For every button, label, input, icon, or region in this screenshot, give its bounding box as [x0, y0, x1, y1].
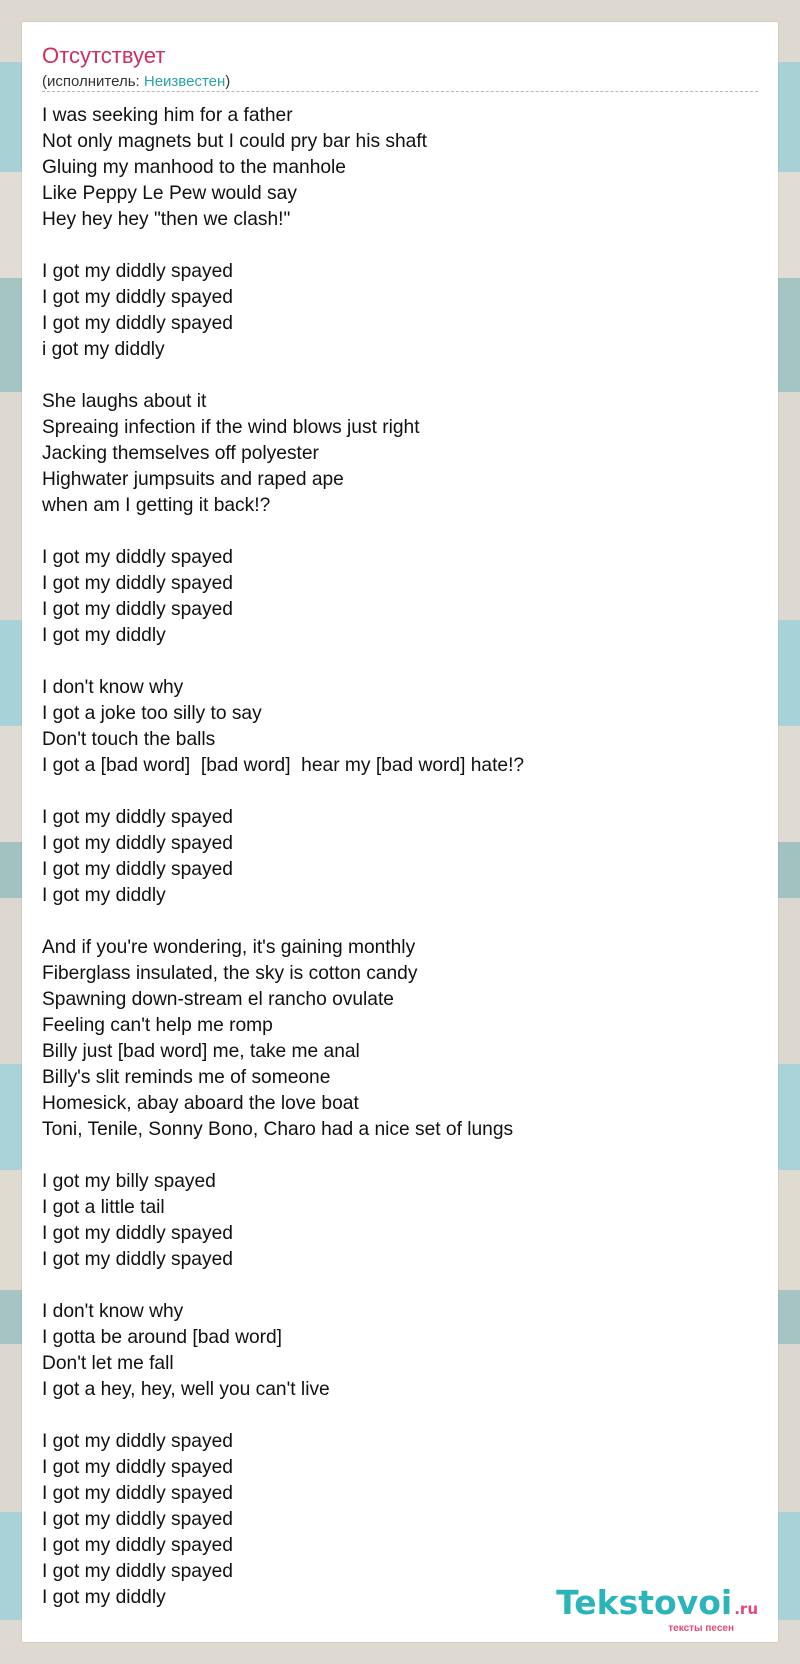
lyric-line: She laughs about it	[42, 391, 207, 412]
logo-wordmark: Tekstovoi	[556, 1583, 733, 1622]
artist-prefix: (исполнитель:	[42, 73, 144, 90]
lyric-line: I got my diddly spayed	[42, 1431, 233, 1452]
lyric-line: I got my diddly spayed	[42, 1483, 233, 1504]
lyric-line: I got my diddly spayed	[42, 1249, 233, 1270]
lyric-line: I got my diddly	[42, 625, 166, 646]
lyric-line: I got a hey, hey, well you can't live	[42, 1379, 330, 1400]
lyric-line: Spawning down-stream el rancho ovulate	[42, 989, 394, 1010]
lyric-line: Gluing my manhood to the manhole	[42, 157, 346, 178]
lyric-line: Billy just [bad word] me, take me anal	[42, 1041, 360, 1062]
lyric-line: I got my diddly spayed	[42, 1535, 233, 1556]
lyric-line: Feeling can't help me romp	[42, 1015, 273, 1036]
lyric-line: Highwater jumpsuits and raped ape	[42, 469, 344, 490]
lyric-line: Fiberglass insulated, the sky is cotton candy	[42, 963, 418, 984]
lyric-line: I gotta be around [bad word]	[42, 1327, 283, 1348]
lyric-line: I got my diddly spayed	[42, 1561, 233, 1582]
lyric-line: I got my diddly spayed	[42, 1457, 233, 1478]
lyrics-body	[42, 103, 758, 1611]
lyric-line: Don't touch the balls	[42, 729, 216, 750]
lyric-line: I was seeking him for a father	[42, 105, 293, 126]
lyric-line: I got my diddly spayed	[42, 833, 233, 854]
artist-line	[42, 72, 758, 92]
lyric-line: Toni, Tenile, Sonny Bono, Charo had a nice set of lungs	[42, 1119, 514, 1140]
lyric-line: Don't let me fall	[42, 1353, 174, 1374]
lyric-line: And if you're wondering, it's gaining monthly	[42, 937, 416, 958]
lyric-line: I got my diddly spayed	[42, 1223, 233, 1244]
lyric-line: I got my diddly spayed	[42, 261, 233, 282]
verse	[42, 1299, 758, 1403]
artist-link[interactable]: Неизвестен	[143, 73, 226, 90]
lyric-line: I got my billy spayed	[42, 1171, 216, 1192]
lyric-line: I don't know why	[42, 1301, 184, 1322]
verse	[42, 935, 758, 1143]
lyric-line: I got my diddly spayed	[42, 599, 233, 620]
artist-suffix: )	[225, 73, 231, 90]
lyric-line: I got my diddly spayed	[42, 287, 233, 308]
lyric-line: I got my diddly spayed	[42, 807, 233, 828]
lyric-line: I got my diddly	[42, 885, 166, 906]
verse	[42, 545, 758, 649]
lyric-line: I got my diddly spayed	[42, 859, 233, 880]
lyric-line: I got a [bad word] [bad word] hear my [bad word] hate!?	[42, 755, 525, 776]
lyric-line: Homesick, abay aboard the love boat	[42, 1093, 359, 1114]
lyric-line: I don't know why	[42, 677, 184, 698]
lyric-line: Billy's slit reminds me of someone	[42, 1067, 331, 1088]
song-header	[42, 42, 758, 92]
lyric-line: I got my diddly spayed	[42, 573, 233, 594]
logo-tagline: тексты песен	[668, 1623, 734, 1634]
verse	[42, 805, 758, 909]
lyric-line: I got a joke too silly to say	[42, 703, 262, 724]
verse	[42, 389, 758, 519]
header-divider	[42, 91, 758, 92]
song-title: Отсутствует	[42, 43, 166, 68]
site-logo[interactable]	[556, 1583, 758, 1634]
lyric-line: when am I getting it back!?	[42, 495, 271, 516]
lyric-line: I got my diddly spayed	[42, 313, 233, 334]
verse	[42, 259, 758, 363]
lyric-line: Spreaing infection if the wind blows just right	[42, 417, 420, 438]
lyrics-card	[22, 22, 778, 1642]
logo-tld: .ru	[734, 1600, 758, 1618]
lyric-line: I got my diddly	[42, 1587, 166, 1608]
lyric-line: I got my diddly spayed	[42, 547, 233, 568]
lyric-line: Like Peppy Le Pew would say	[42, 183, 297, 204]
lyric-line: Hey hey hey "then we clash!"	[42, 209, 291, 230]
verse	[42, 103, 758, 233]
lyric-line: I got my diddly spayed	[42, 1509, 233, 1530]
lyric-line: I got a little tail	[42, 1197, 165, 1218]
verse	[42, 1169, 758, 1273]
lyric-line: i got my diddly	[42, 339, 165, 360]
lyric-line: Not only magnets but I could pry bar his shaft	[42, 131, 428, 152]
lyric-line: Jacking themselves off polyester	[42, 443, 319, 464]
verse	[42, 675, 758, 779]
